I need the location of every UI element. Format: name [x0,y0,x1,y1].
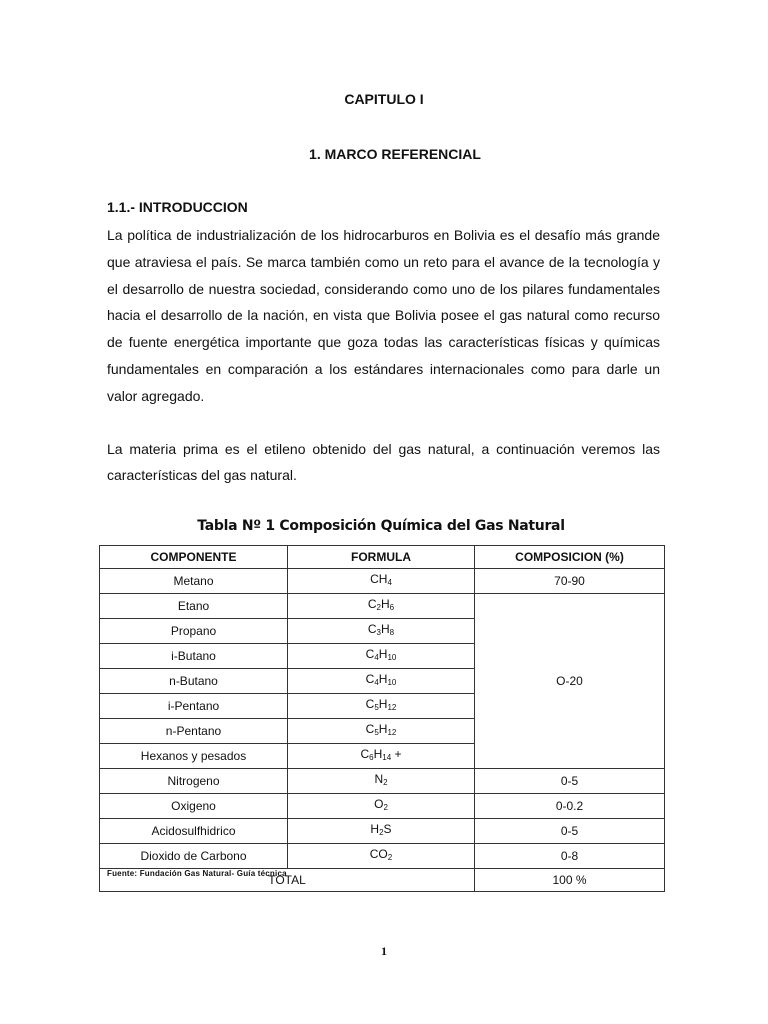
component-cell: i-Pentano [100,694,288,719]
formula-symbol: H [378,722,388,736]
composition-cell: 70-90 [475,569,665,594]
table-row [100,844,665,869]
formula-symbol: H [370,822,380,836]
table-title: Tabla Nº 1 Composición Química del Gas Natural [197,518,565,534]
formula-symbol: H [381,622,390,636]
header-composicion: COMPOSICION (%) [475,546,665,569]
formula-subscript: 4 [387,578,392,587]
formula-symbol: H [378,672,388,686]
component-cell: Propano [100,619,288,644]
formula-symbol: C [365,697,375,711]
table-row [100,769,665,794]
formula-cell [288,594,475,619]
formula-subscript: 2 [379,828,384,837]
formula-cell [288,819,475,844]
formula-symbol: C [365,647,375,661]
chapter-title: CAPITULO I [344,91,424,107]
formula-symbol: C [365,672,375,686]
component-cell: Hexanos y pesados [100,744,288,769]
table-body [100,569,665,892]
formula-cell [288,794,475,819]
table-row [100,594,665,619]
formula-symbol: H [373,747,383,761]
formula-subscript: 6 [369,753,374,762]
intro-paragraph [107,222,660,410]
formula-cell [288,769,475,794]
formula-symbol: C [367,622,377,636]
formula-symbol: + [391,747,402,761]
source-note: Fuente: Fundación Gas Natural- Guía técnica [107,869,287,878]
table-row [100,569,665,594]
component-cell: n-Butano [100,669,288,694]
total-value: 100 % [475,869,665,892]
paragraph-text: La materia prima es el etileno obtenido del gas natural, a continuación veremos las características del gas natural. [107,441,660,483]
formula-subscript: 4 [374,653,379,662]
formula-symbol: O [374,797,384,811]
section-title: 1. MARCO REFERENCIAL [309,146,481,162]
formula-subscript: 4 [374,678,379,687]
formula-symbol: CO [369,847,388,861]
composition-cell: 0-0.2 [475,794,665,819]
component-cell: i-Butano [100,644,288,669]
composition-cell: 0-8 [475,844,665,869]
composition-cell: 0-5 [475,769,665,794]
component-cell: Dioxido de Carbono [100,844,288,869]
formula-subscript: 2 [383,803,388,812]
formula-subscript: 2 [376,603,381,612]
formula-subscript: 10 [387,653,397,662]
formula-subscript: 14 [382,753,392,762]
formula-cell [288,669,475,694]
formula-subscript: 5 [374,703,379,712]
formula-subscript: 12 [387,703,397,712]
raw-material-paragraph [107,436,660,488]
component-cell: Oxigeno [100,794,288,819]
component-cell: Acidosulfhidrico [100,819,288,844]
formula-cell [288,719,475,744]
formula-cell [288,644,475,669]
component-cell: n-Pentano [100,719,288,744]
component-cell: Nitrogeno [100,769,288,794]
formula-symbol: H [378,697,388,711]
formula-subscript: 12 [387,728,397,737]
formula-cell [288,619,475,644]
paragraph-text: La política de industrialización de los hidrocarburos en Bolivia es el desafío más grande que atraviesa el país. Se marca también como un reto para el avance de la tecnología y el desarrollo de nuestra sociedad, considerando como uno de los pilares fundamentales hacia el desarrollo de la nación, en vista que Bolivia posee el gas natural como recurso de fuente energética importante que goza todas las características físicas y químicas fundamentales en comparación a los estándares internacionales como para darle un valor agregado. [107,227,660,404]
header-formula: FORMULA [288,546,475,569]
component-cell: Metano [100,569,288,594]
composition-cell: 0-5 [475,819,665,844]
formula-symbol: C [367,597,377,611]
formula-symbol: C [360,747,370,761]
formula-symbol: S [383,822,392,836]
formula-subscript: 2 [387,853,393,862]
formula-cell [288,744,475,769]
subsection-title: 1.1.- INTRODUCCION [107,199,248,215]
page-number: 1 [381,944,387,958]
formula-subscript: 3 [376,628,381,637]
table-row [100,819,665,844]
formula-symbol: N [374,772,384,786]
formula-subscript: 5 [374,728,379,737]
formula-symbol: C [365,722,375,736]
table-header-row [100,546,665,569]
formula-subscript: 10 [387,678,397,687]
formula-cell [288,844,475,869]
composition-merged-cell: O-20 [475,594,665,769]
formula-subscript: 8 [389,628,395,637]
formula-subscript: 2 [383,778,388,787]
formula-symbol: H [381,597,390,611]
formula-symbol: H [378,647,388,661]
formula-symbol: CH [370,572,388,586]
header-componente: COMPONENTE [100,546,288,569]
table-row [100,794,665,819]
composition-table [99,545,665,892]
total-label: TOTAL [100,869,475,892]
component-cell: Etano [100,594,288,619]
formula-cell [288,569,475,594]
formula-cell [288,694,475,719]
formula-subscript: 6 [389,603,395,612]
